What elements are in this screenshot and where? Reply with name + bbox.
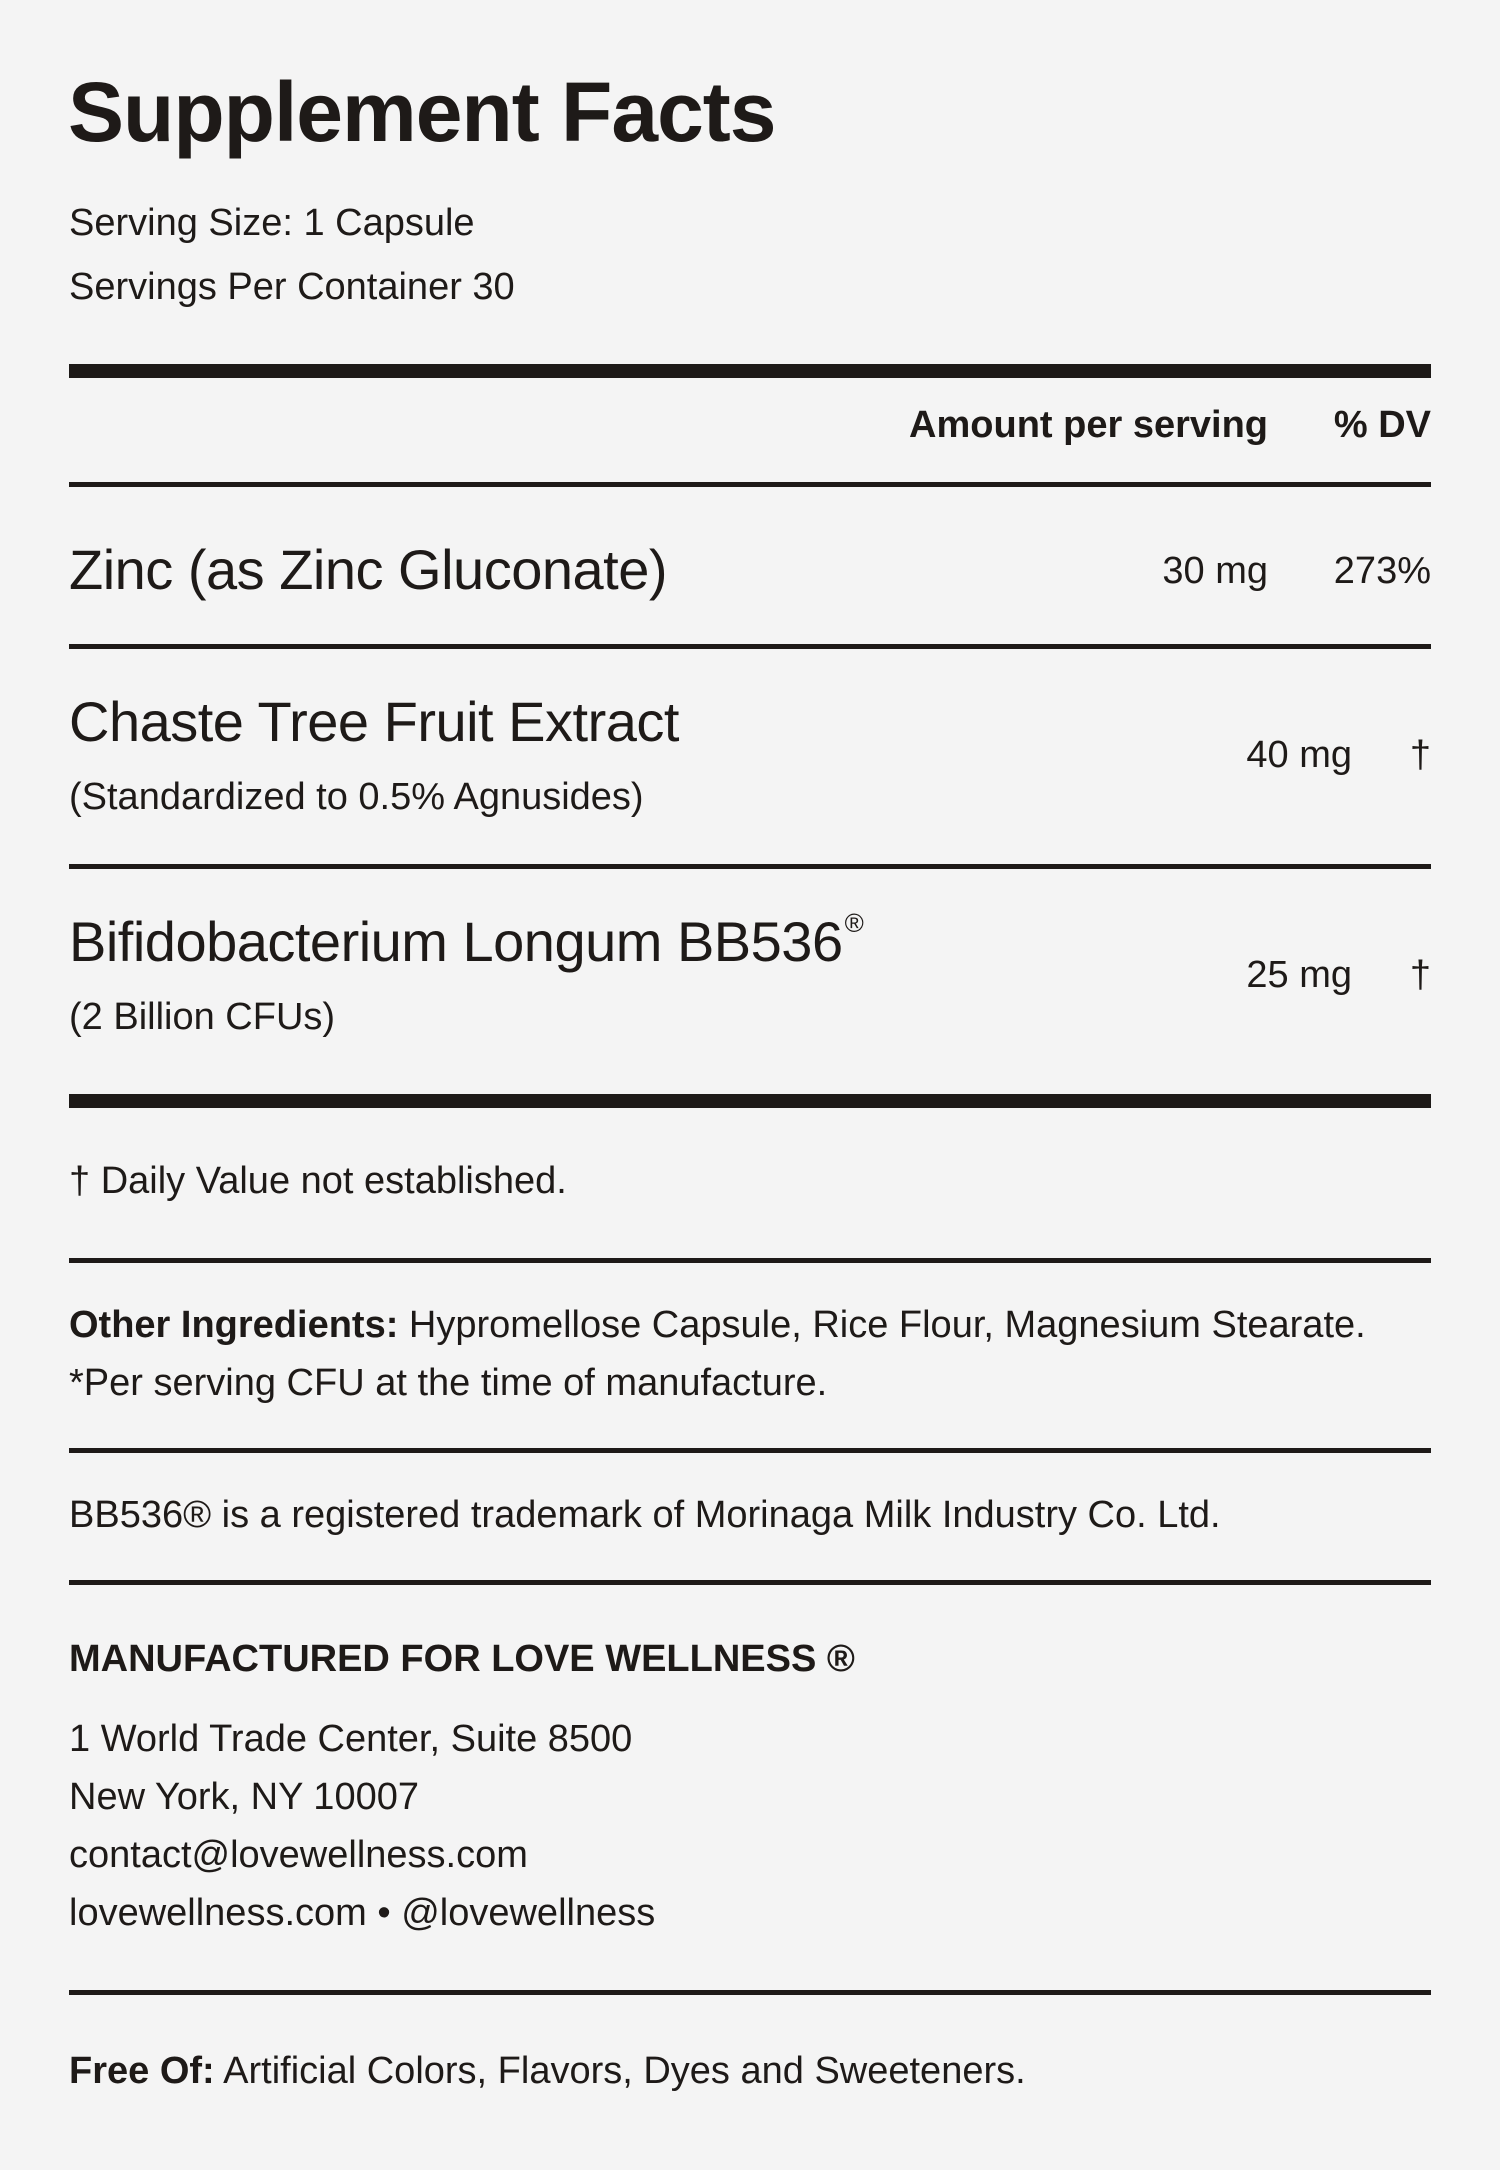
manufacturer-web: lovewellness.com • @lovewellness	[69, 1892, 656, 1934]
registered-mark: ®	[844, 908, 864, 938]
bottom-thick-rule	[69, 1094, 1431, 1108]
serving-size: Serving Size: 1 Capsule	[69, 202, 475, 244]
ingredient-rule	[69, 864, 1431, 869]
manufacturer-heading: MANUFACTURED FOR LOVE WELLNESS ®	[69, 1638, 855, 1680]
other-ingredients-text: Hypromellose Capsule, Rice Flour, Magnesium Stearate. *Per serving CFU at the time of manufacture.	[69, 1304, 1366, 1404]
ingredient-name: Zinc (as Zinc Gluconate)	[69, 538, 667, 601]
section-rule	[69, 1448, 1431, 1453]
ingredient-amount: 40 mg	[1246, 734, 1352, 776]
free-of	[69, 2052, 1026, 2090]
ingredient-dv: 273%	[1333, 550, 1431, 592]
manufacturer-address-line1: 1 World Trade Center, Suite 8500	[69, 1718, 633, 1760]
section-rule	[69, 1990, 1431, 1995]
section-rule	[69, 1258, 1431, 1263]
ingredient-name-text: Bifidobacterium Longum BB536	[69, 910, 843, 973]
other-ingredients	[69, 1296, 1431, 1412]
ingredient-standardization: (Standardized to 0.5% Agnusides)	[69, 776, 644, 818]
free-of-text: Artificial Colors, Flavors, Dyes and Sweeteners.	[214, 2050, 1026, 2092]
ingredient-name: Chaste Tree Fruit Extract	[69, 690, 679, 753]
panel-title: Supplement Facts	[68, 65, 776, 159]
header-rule	[69, 482, 1431, 487]
section-rule	[69, 1580, 1431, 1585]
ingredient-dv: †	[1409, 734, 1431, 776]
ingredient-name	[69, 908, 864, 973]
manufacturer-address-line2: New York, NY 10007	[69, 1776, 419, 1818]
ingredient-cfu-count: (2 Billion CFUs)	[69, 996, 336, 1038]
amount-column-header: Amount per serving	[909, 404, 1268, 446]
ingredient-rule	[69, 644, 1431, 649]
manufacturer-email: contact@lovewellness.com	[69, 1834, 528, 1876]
servings-per-container: Servings Per Container 30	[69, 266, 515, 308]
free-of-label: Free Of:	[69, 2050, 215, 2092]
dv-footnote: † Daily Value not established.	[69, 1160, 567, 1202]
ingredient-amount: 25 mg	[1246, 954, 1352, 996]
top-thick-rule	[69, 364, 1431, 378]
other-ingredients-label: Other Ingredients:	[69, 1304, 399, 1346]
dv-column-header: % DV	[1333, 404, 1431, 446]
ingredient-amount: 30 mg	[1162, 550, 1268, 592]
trademark-notice: BB536® is a registered trademark of Morinaga Milk Industry Co. Ltd.	[69, 1494, 1221, 1536]
ingredient-dv: †	[1409, 954, 1431, 996]
